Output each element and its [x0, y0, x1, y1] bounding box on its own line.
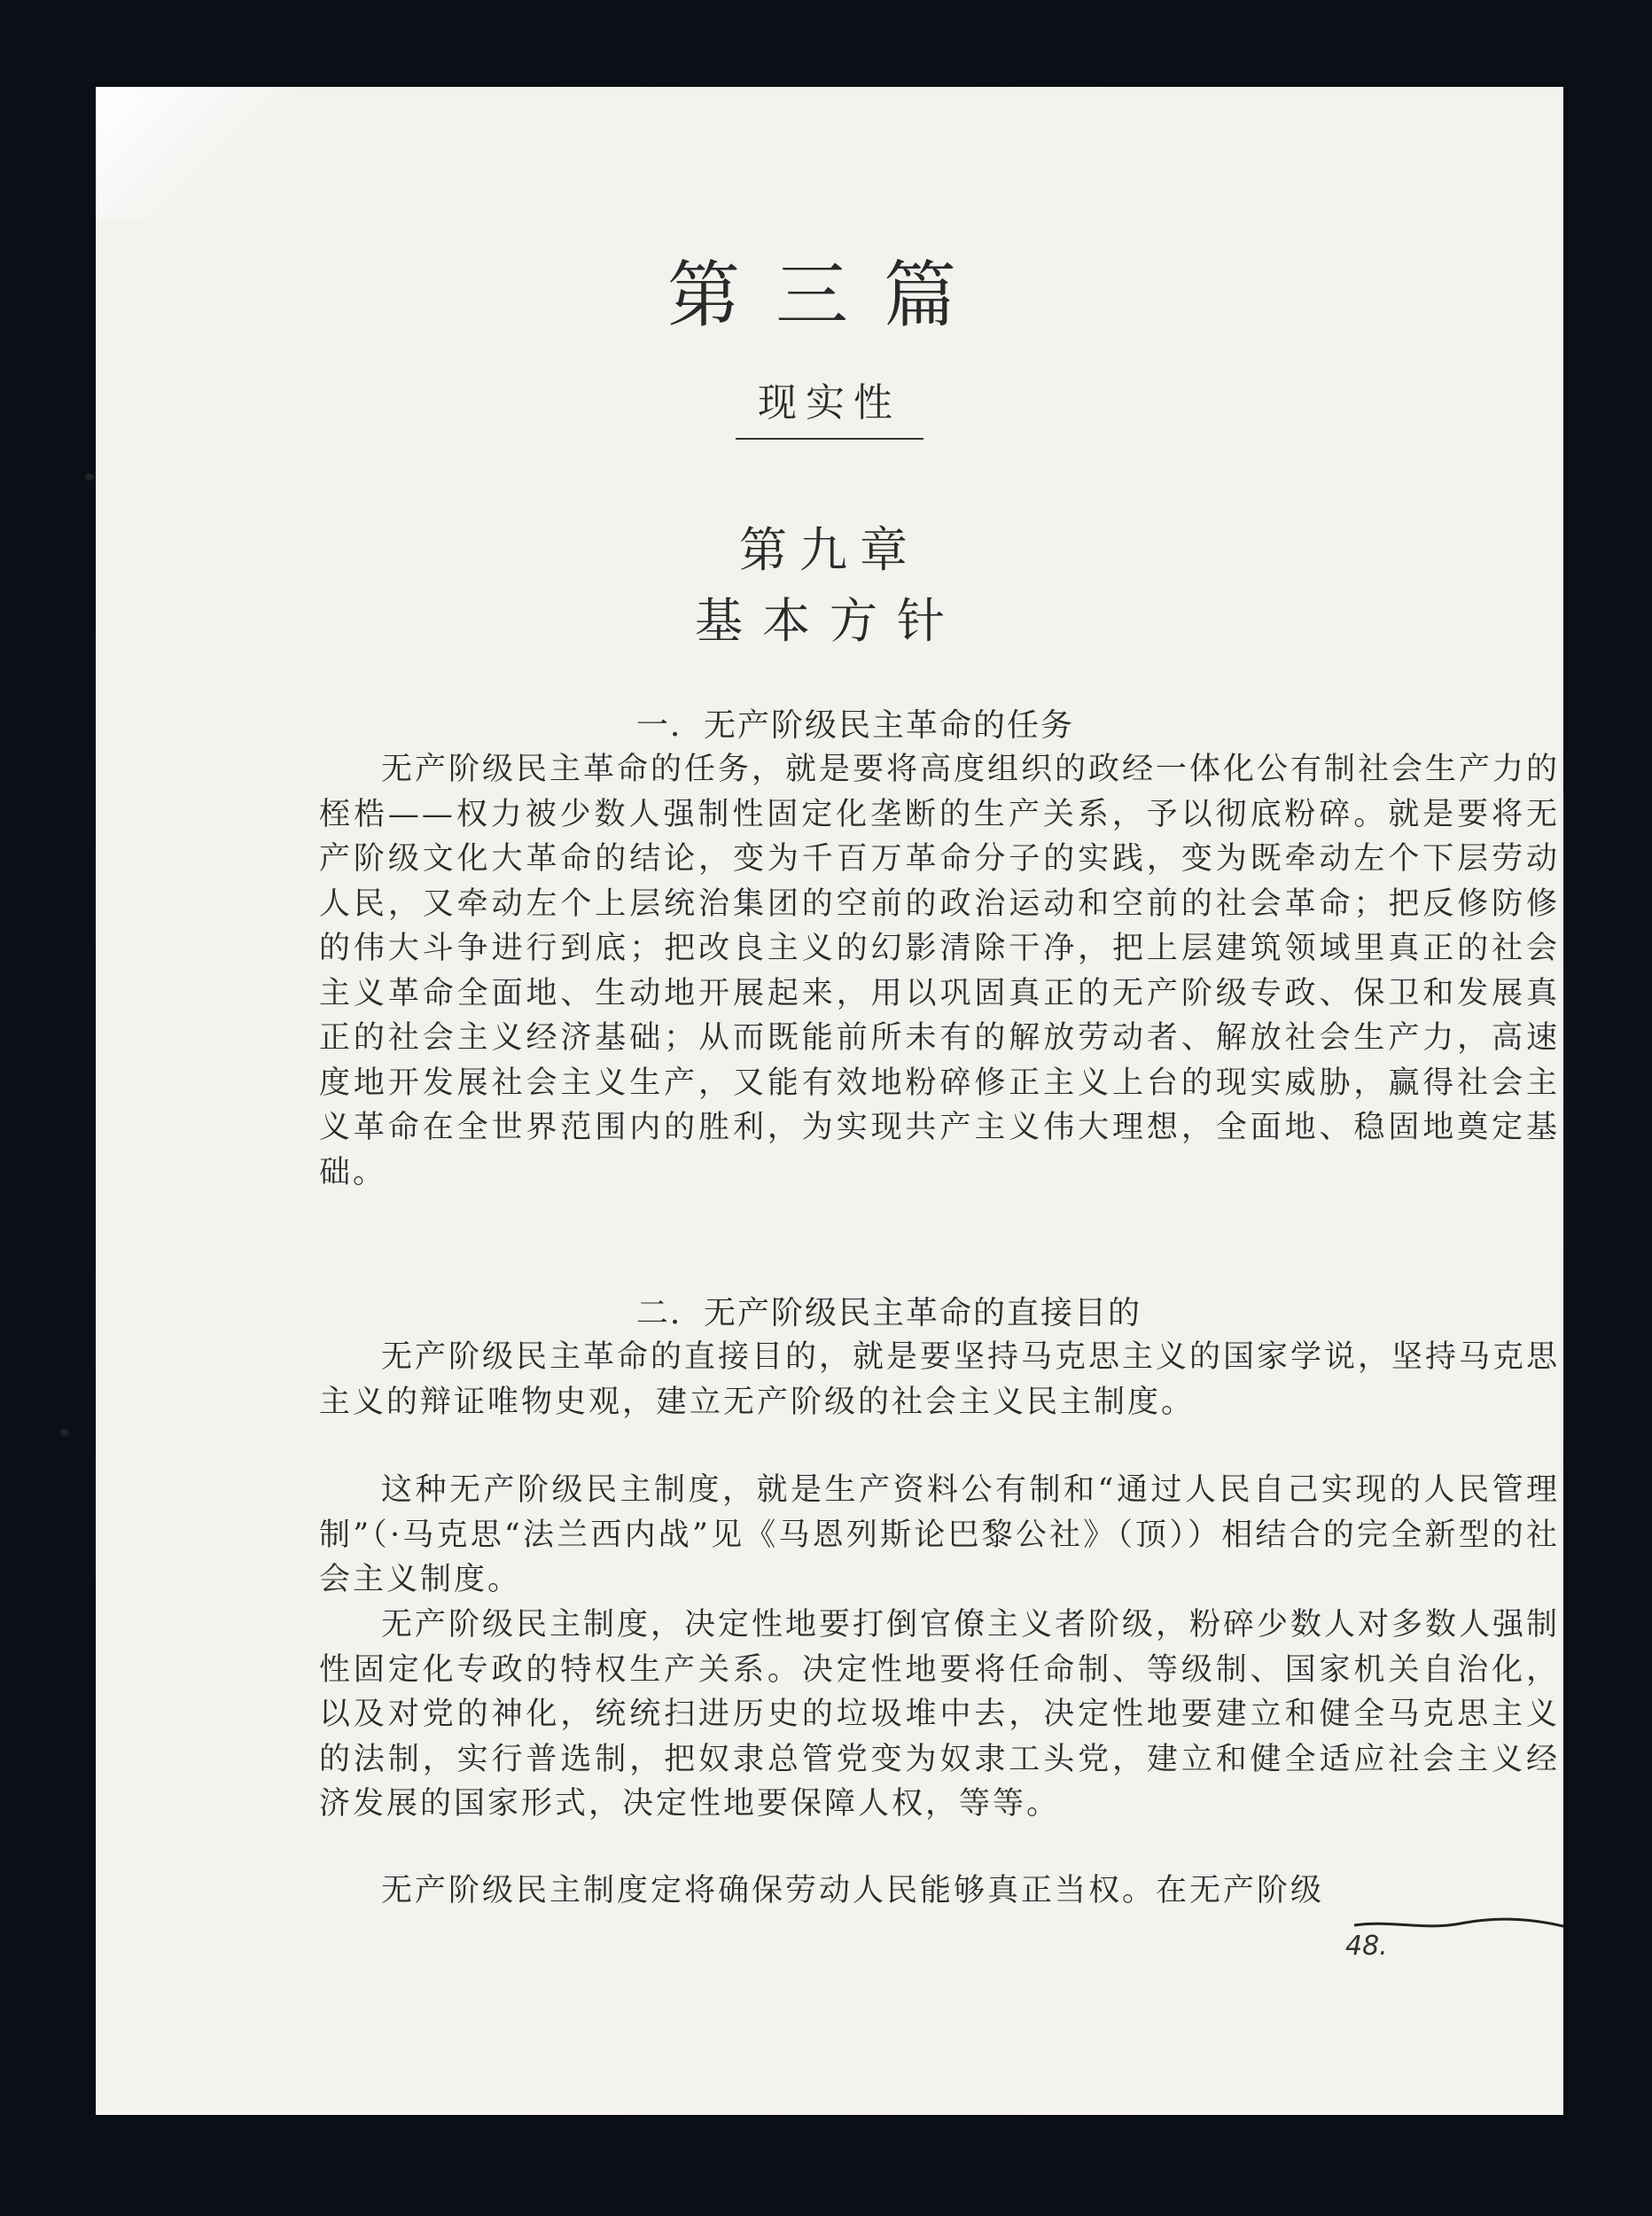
section-2-paragraph-4: 无产阶级民主制度定将确保劳动人民能够真正当权。在无产阶级 — [381, 1873, 1325, 1908]
section-2-paragraph-1: 无产阶级民主革命的直接目的，就是要坚持马克思主义的国家学说，坚持马克思主义的辩证唯物史观，建立无产阶级的社会主义民主制度。 — [319, 1339, 1561, 1420]
document-page — [96, 87, 1563, 2115]
page-fold-corner — [96, 87, 291, 220]
part-subtitle: 现实性 — [758, 380, 901, 425]
title-divider — [736, 438, 923, 440]
page-number: 48. — [1345, 1931, 1388, 1962]
section-heading-1: 一．无产阶级民主革命的任务 — [636, 707, 1075, 744]
section-2-paragraph-3: 无产阶级民主制度，决定性地要打倒官僚主义者阶级，粉碎少数人对多数人强制性固定化专政的特权生产关系。决定性地要将任命制、等级制、国家机关自治化，以及对党的神化，统统扫进历史的垃圾堆中去，决定性地要建立和健全马克思主义的法制，实行普选制，把奴隶总管党变为奴隶工头党，建立和健全适应社会主义经济发展的国家形式，决定性地要保障人权，等等。 — [319, 1607, 1561, 1822]
part-title: 第三篇 — [666, 254, 992, 338]
section-heading-2: 二．无产阶级民主革命的直接目的 — [636, 1295, 1142, 1331]
section-1-paragraph-1: 无产阶级民主革命的任务，就是要将高度组织的政经一体化公有制社会生产力的桎梏——权力被少数人强制性固定化垄断的生产关系，予以彻底粉碎。就是要将无产阶级文化大革命的结论，变为千百万革命分子的实践，变为既牵动左个下层劳动人民，又牵动左个上层统治集团的空前的政治运动和空前的社会革命；把反修防修的伟大斗争进行到底；把改良主义的幻影清除干净，把上层建筑领域里真正的社会主义革命全面地、生动地开展起来，用以巩固真正的无产阶级专政、保卫和发展真正的社会主义经济基础；从而既能前所未有的解放劳动者、解放社会生产力，高速度地开发展社会主义生产，又能有效地粉碎修正主义上台的现实威胁，赢得社会主义革命在全世界范围内的胜利，为实现共产主义伟大理想，全面地、稳固地奠定基础。 — [319, 752, 1561, 1190]
ink-speck — [85, 473, 94, 480]
chapter-title: 第九章 — [739, 522, 920, 578]
chapter-subtitle: 基本方针 — [695, 593, 964, 649]
section-2-paragraph-2: 这种无产阶级民主制度，就是生产资料公有制和“通过人民自己实现的人民管理制”（·马克思“法兰西内战”见《马恩列斯论巴黎公社》（顶））相结合的完全新型的社会主义制度。 — [319, 1472, 1560, 1597]
ink-speck — [60, 1429, 69, 1436]
